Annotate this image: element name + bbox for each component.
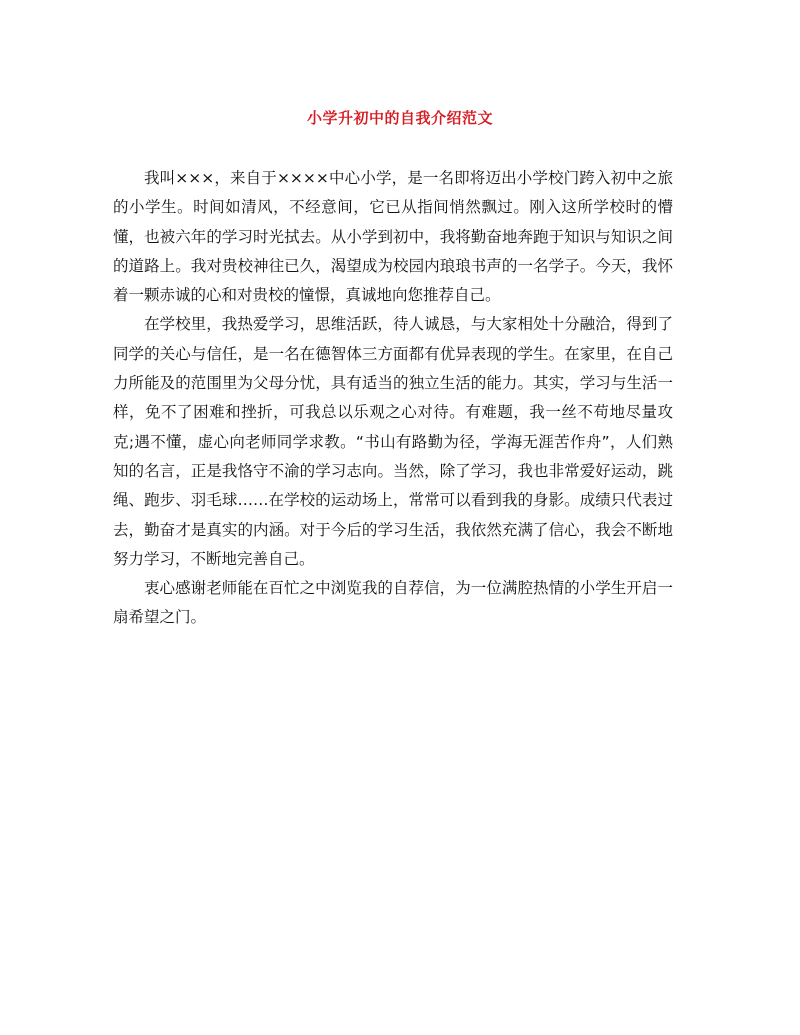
paragraph-3: 衷心感谢老师能在百忙之中浏览我的自荐信，为一位满腔热情的小学生开启一扇希望之门。 bbox=[113, 579, 673, 627]
paragraph-1: 我叫×××，来自于××××中心小学，是一名即将迈出小学校门跨入初中之旅的小学生。时间如清风，不经意间，它已从指间悄然飘过。刚入这所学校时的懵懂，也被六年的学习时光拭去。从小学到初中，我将勤奋地奔跑于知识与知识之间的道路上。我对贵校神往已久，渴望成为校园内琅琅书声的一名学子。今天，我怀着一颗赤诚的心和对贵校的憧憬，真诚地向您推荐自己。 bbox=[113, 169, 673, 305]
document-body bbox=[113, 164, 673, 633]
paragraph-2: 在学校里，我热爱学习，思维活跃，待人诚恳，与大家相处十分融洽，得到了同学的关心与信任，是一名在德智体三方面都有优异表现的学生。在家里，在自己力所能及的范围里为父母分忧，具有适当的独立生活的能力。其实，学习与生活一样，免不了困难和挫折，可我总以乐观之心对待。有难题，我一丝不苟地尽量攻克;遇不懂，虚心向老师同学求教。“书山有路勤为径，学海无涯苦作舟”，人们熟知的名言，正是我恪守不渝的学习志向。当然，除了学习，我也非常爱好运动，跳绳、跑步、羽毛球……在学校的运动场上，常常可以看到我的身影。成绩只代表过去，勤奋才是真实的内涵。对于今后的学习生活，我依然充满了信心，我会不断地努力学习，不断地完善自己。 bbox=[113, 315, 673, 568]
document-title: 小学升初中的自我介绍范文 bbox=[306, 109, 493, 127]
